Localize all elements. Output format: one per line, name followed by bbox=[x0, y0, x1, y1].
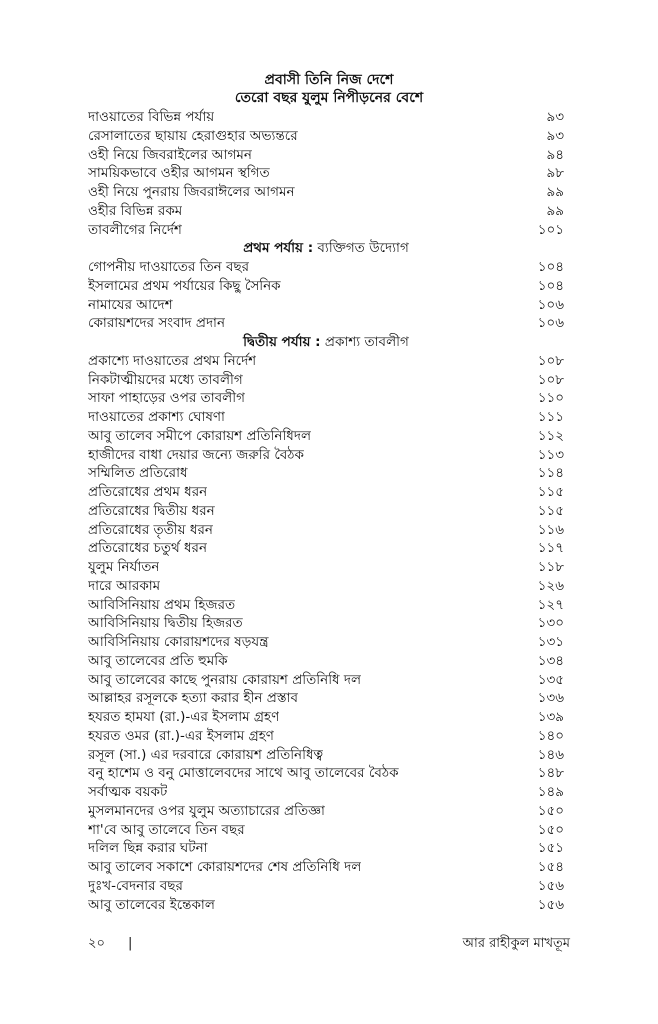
footer-page-number: ২০ bbox=[88, 936, 105, 951]
toc-entry bbox=[88, 221, 564, 240]
toc-entry bbox=[88, 802, 564, 821]
chapter-title: প্রবাসী তিনি নিজ দেশে bbox=[264, 72, 394, 88]
toc-section-heading bbox=[88, 333, 564, 352]
toc-entry bbox=[88, 858, 564, 877]
toc-entry-page: ৯৮ bbox=[546, 165, 564, 182]
toc-entry-page: ১১২ bbox=[537, 427, 564, 444]
toc-entry bbox=[88, 689, 564, 708]
toc-entry-title: হযরত হামযা (রা.)-এর ইসলাম গ্রহণ bbox=[88, 709, 280, 725]
toc-entry bbox=[88, 727, 564, 746]
toc-entry-title: মুসলমানদের ওপর যুলুম অত্যাচারের প্রতিজ্ঞা bbox=[88, 802, 325, 819]
toc-entry bbox=[88, 296, 564, 315]
toc-entry bbox=[88, 146, 564, 165]
toc-entry-title: প্রতিরোধের দ্বিতীয় ধরন bbox=[88, 502, 215, 519]
page-footer bbox=[88, 934, 570, 954]
toc-entry-title: কোরায়শদের সংবাদ প্রদান bbox=[88, 315, 226, 332]
toc-entry-title: নিকটাত্মীয়দের মধ্যে তাবলীগ bbox=[88, 371, 243, 388]
toc-entry bbox=[88, 277, 564, 296]
toc-entry-page: ১০৬ bbox=[537, 296, 564, 313]
toc-entry bbox=[88, 446, 564, 465]
toc-entry-page: ৯৩ bbox=[546, 127, 564, 144]
toc-section-text: ব্যক্তিগত উদ্যোগ bbox=[317, 240, 409, 257]
toc-section-text: প্রকাশ্য তাবলীগ bbox=[324, 334, 409, 350]
toc-entry bbox=[88, 708, 564, 727]
toc-entry bbox=[88, 577, 564, 596]
toc-entry bbox=[88, 896, 564, 915]
toc-entry-title: প্রকাশ্যে দাওয়াতের প্রথম নির্দেশ bbox=[88, 352, 257, 369]
toc-entry-page: ১৩৫ bbox=[537, 671, 564, 688]
toc-entry-title: আবু তালেবের ইন্তেকাল bbox=[88, 896, 215, 913]
toc-entry-title: প্রতিরোধের তৃতীয় ধরন bbox=[88, 521, 213, 538]
toc-entry-page: ১৪৯ bbox=[537, 784, 564, 800]
chapter-subtitle: তেরো বছর যুলুম নিপীড়নের বেশে bbox=[234, 90, 424, 106]
toc-entry-title: দুঃখ-বেদনার বছর bbox=[88, 877, 183, 894]
toc-entry-page: ১১৫ bbox=[537, 484, 564, 500]
toc-entry-page: ১০৮ bbox=[537, 371, 564, 388]
toc-entry bbox=[88, 596, 564, 615]
toc-entry-page: ১৩১ bbox=[537, 634, 564, 650]
table-of-contents bbox=[88, 108, 564, 914]
toc-entry-page: ১০৪ bbox=[537, 277, 564, 294]
toc-section-label: দ্বিতীয় পর্যায় : bbox=[243, 334, 321, 350]
toc-entry-title: দলিল ছিন্ন করার ঘটনা bbox=[88, 840, 208, 857]
toc-entry bbox=[88, 483, 564, 502]
toc-entry bbox=[88, 821, 564, 840]
toc-entry bbox=[88, 389, 564, 408]
toc-entry bbox=[88, 371, 564, 390]
toc-entry-page: ১১৮ bbox=[537, 559, 564, 575]
toc-entry-title: ইসলামের প্রথম পর্যায়ের কিছু সৈনিক bbox=[88, 277, 281, 294]
toc-entry-page: ১২৭ bbox=[537, 596, 564, 613]
toc-entry-page: ১১৩ bbox=[537, 446, 564, 463]
toc-entry bbox=[88, 521, 564, 540]
toc-entry-title: হযরত ওমর (রা.)-এর ইসলাম গ্রহণ bbox=[88, 727, 274, 744]
toc-entry-page: ১৫১ bbox=[537, 840, 564, 857]
toc-entry-page: ১৪৮ bbox=[537, 765, 564, 782]
toc-entry-page: ৯৯ bbox=[546, 184, 564, 200]
toc-entry bbox=[88, 652, 564, 671]
toc-entry bbox=[88, 783, 564, 802]
toc-entry-title: আবিসিনিয়ায় দ্বিতীয় হিজরত bbox=[88, 615, 243, 632]
toc-entry-title: আল্লাহর রসূলকে হত্যা করার হীন প্রস্তাব bbox=[88, 690, 298, 707]
toc-entry-page: ১১১ bbox=[537, 409, 564, 425]
toc-entry-title: ওহীর বিভিন্ন রকম bbox=[88, 202, 183, 219]
toc-entry bbox=[88, 108, 564, 127]
toc-entry-page: ৯৩ bbox=[546, 109, 564, 125]
toc-entry bbox=[88, 352, 564, 371]
toc-entry-title: দাওয়াতের প্রকাশ্য ঘোষণা bbox=[88, 409, 225, 425]
toc-entry-title: তাবলীগের নির্দেশ bbox=[88, 221, 182, 238]
toc-entry-page: ৯৪ bbox=[546, 146, 564, 163]
toc-entry-page: ১২৬ bbox=[537, 577, 564, 594]
toc-entry-page: ১৩৪ bbox=[537, 652, 564, 669]
toc-entry-page: ১০৪ bbox=[537, 259, 564, 275]
toc-entry-page: ১৪৬ bbox=[537, 746, 564, 763]
toc-entry bbox=[88, 464, 564, 483]
toc-entry bbox=[88, 314, 564, 333]
toc-entry-title: সাময়িকভাবে ওহীর আগমন স্থগিত bbox=[88, 165, 270, 182]
toc-entry-title: আবিসিনিয়ায় কোরায়শদের ষড়যন্ত্র bbox=[88, 634, 269, 650]
toc-entry-title: আবু তালেব সমীপে কোরায়শ প্রতিনিধিদল bbox=[88, 427, 312, 444]
toc-entry bbox=[88, 539, 564, 558]
toc-entry-title: দাওয়াতের বিভিন্ন পর্যায় bbox=[88, 109, 215, 125]
toc-entry-title: শা'বে আবু তালেবে তিন বছর bbox=[88, 821, 245, 838]
toc-section-label: প্রথম পর্যায় : bbox=[243, 240, 314, 257]
toc-entry-page: ১৫০ bbox=[537, 821, 564, 838]
toc-entry-title: গোপনীয় দাওয়াতের তিন বছর bbox=[88, 259, 250, 275]
toc-entry-page: ১৩০ bbox=[537, 615, 564, 632]
toc-entry-title: যুলুম নির্যাতন bbox=[88, 559, 160, 575]
toc-entry-page: ১৫৬ bbox=[537, 896, 564, 913]
toc-entry-page: ১০৮ bbox=[537, 352, 564, 369]
toc-entry bbox=[88, 202, 564, 221]
toc-entry-title: হাজীদের বাধা দেয়ার জন্যে জরুরি বৈঠক bbox=[88, 446, 304, 463]
toc-entry-title: বনু হাশেম ও বনু মোত্তালেবদের সাথে আবু তালেবের বৈঠক bbox=[88, 765, 399, 782]
toc-entry bbox=[88, 183, 564, 202]
toc-entry-title: আবু তালেব সকাশে কোরায়শদের শেষ প্রতিনিধি দল bbox=[88, 859, 362, 875]
toc-entry-title: ওহী নিয়ে পুনরায় জিবরাঈলের আগমন bbox=[88, 184, 295, 200]
toc-entry-title: রেসালাতের ছায়ায় হেরাগুহার অভ্যন্তরে bbox=[88, 127, 298, 144]
toc-entry-page: ১৩৯ bbox=[537, 709, 564, 725]
footer-separator: | bbox=[128, 936, 133, 951]
toc-entry-title: আবু তালেবের প্রতি হুমকি bbox=[88, 652, 228, 669]
toc-entry bbox=[88, 746, 564, 765]
toc-entry bbox=[88, 258, 564, 277]
toc-entry-page: ১০১ bbox=[537, 221, 564, 238]
toc-entry-page: ১৫০ bbox=[537, 802, 564, 819]
toc-entry-title: আবিসিনিয়ায় প্রথম হিজরত bbox=[88, 596, 236, 613]
toc-entry-page: ১৫৬ bbox=[537, 877, 564, 894]
toc-entry bbox=[88, 427, 564, 446]
toc-entry-page: ১০৬ bbox=[537, 315, 564, 332]
toc-entry bbox=[88, 614, 564, 633]
toc-entry bbox=[88, 164, 564, 183]
toc-entry-title: দারে আরকাম bbox=[88, 577, 161, 594]
toc-entry-page: ১১৭ bbox=[537, 540, 564, 557]
toc-entry-title: প্রতিরোধের প্রথম ধরন bbox=[88, 484, 208, 500]
toc-entry-page: ১১৬ bbox=[537, 521, 564, 538]
toc-entry bbox=[88, 502, 564, 521]
toc-entry bbox=[88, 764, 564, 783]
toc-entry bbox=[88, 877, 564, 896]
toc-entry-title: নামাযের আদেশ bbox=[88, 296, 173, 313]
toc-entry-page: ১৩৬ bbox=[537, 690, 564, 707]
toc-entry-title: সাফা পাহাড়ের ওপর তাবলীগ bbox=[88, 390, 245, 407]
toc-entry bbox=[88, 127, 564, 146]
toc-entry-page: ১৫৪ bbox=[537, 859, 564, 875]
toc-entry-page: ১৪০ bbox=[537, 727, 564, 744]
toc-entry-page: ১১৪ bbox=[537, 465, 564, 482]
toc-entry bbox=[88, 408, 564, 427]
toc-entry-title: প্রতিরোধের চতুর্থ ধরন bbox=[88, 540, 208, 557]
toc-section-heading bbox=[88, 239, 564, 258]
toc-entry-title: রসূল (সা.) এর দরবারে কোরায়শ প্রতিনিধিত্ব bbox=[88, 746, 324, 763]
toc-entry-title: সর্বাত্মক বয়কট bbox=[88, 784, 168, 800]
toc-entry-page: ৯৯ bbox=[546, 202, 564, 219]
toc-entry-title: ওহী নিয়ে জিবরাইলের আগমন bbox=[88, 146, 252, 163]
footer-book-title: আর রাহীকুল মাখতূম bbox=[462, 936, 570, 951]
toc-entry bbox=[88, 839, 564, 858]
toc-entry-title: সম্মিলিত প্রতিরোধ bbox=[88, 465, 188, 482]
toc-entry bbox=[88, 558, 564, 577]
toc-entry-page: ১১৫ bbox=[537, 502, 564, 519]
toc-entry bbox=[88, 671, 564, 690]
toc-entry bbox=[88, 633, 564, 652]
toc-entry-title: আবু তালেবের কাছে পুনরায় কোরায়শ প্রতিনিধি দল bbox=[88, 671, 362, 688]
toc-entry-page: ১১০ bbox=[537, 390, 564, 407]
